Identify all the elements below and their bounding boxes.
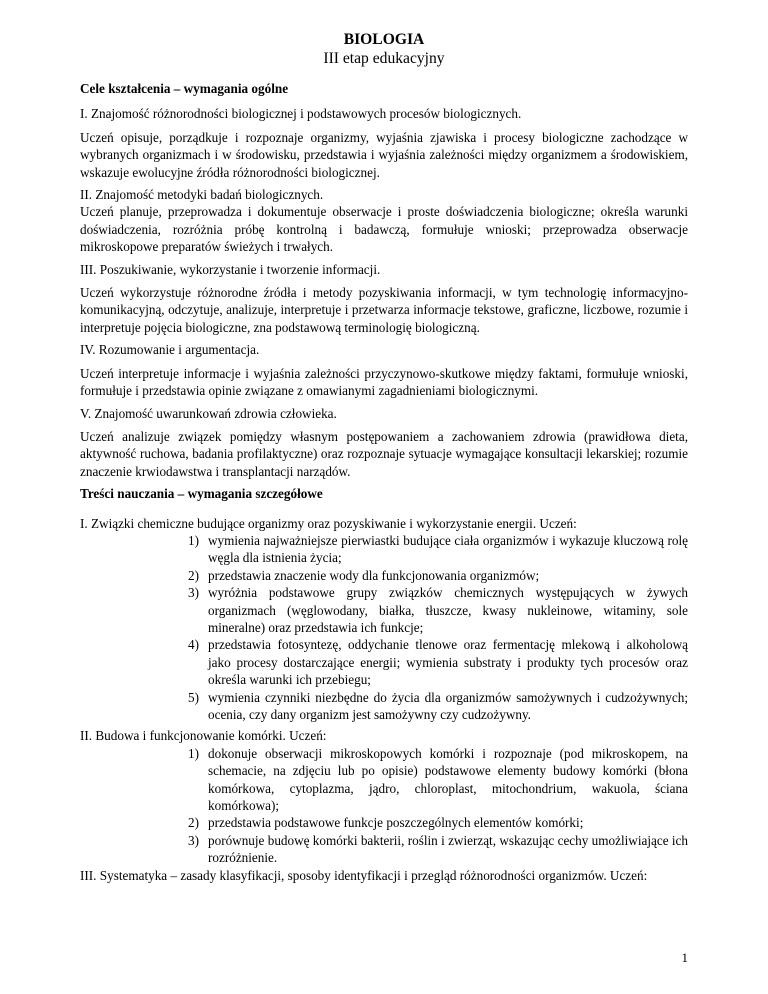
document-title: BIOLOGIA [343, 31, 425, 48]
point-text: wymienia czynniki niezbędne do życia dla organizmów samożywnych i cudzożywnych; ocenia, czy dany organizm jest samożywny czy cudzożywny. [208, 689, 688, 722]
general-item-text: Uczeń interpretuje informacje i wyjaśnia zależności przyczynowo-skutkowe między faktami, formułuje wnioski, formułuje i przedstawia opinie związane z omawianymi zagadnieniami biologicznymi. [80, 365, 688, 399]
content-point [80, 636, 688, 688]
general-item-title: II. Znajomość metodyki badań biologicznych. [80, 187, 324, 203]
point-text: wymienia najważniejsze pierwiastki budujące ciała organizmów i wykazuje kluczową rolę węgla dla istnienia życia; [208, 532, 688, 566]
point-text: wyróżnia podstawowe grupy związków chemicznych występujących w żywych organizmach (węglowodany, białka, tłuszcze, kwasy nukleinowe, witaminy, sole mineralne) oraz przedstawia ich funkcje; [208, 585, 688, 635]
point-number: 2) [188, 567, 199, 583]
point-number: 1) [188, 745, 199, 761]
document-subtitle: III etap edukacyjny [323, 50, 445, 67]
point-number: 4) [188, 637, 199, 653]
detailed-requirements-heading: Treści nauczania – wymagania szczegółowe [80, 486, 323, 502]
point-text: porównuje budowę komórki bakterii, roślin i zwierząt, wskazując cechy umożliwiające ich rozróżnienie. [208, 832, 688, 866]
content-point [80, 745, 688, 815]
content-point [80, 532, 688, 567]
content-point [80, 814, 688, 831]
point-number: 5) [188, 689, 199, 705]
general-item-title: V. Znajomość uwarunkowań zdrowia człowieka. [80, 405, 337, 421]
general-item-title: I. Znajomość różnorodności biologicznej i podstawowych procesów biologicznych. [80, 106, 522, 122]
general-item-text: Uczeń wykorzystuje różnorodne źródła i metody pozyskiwania informacji, w tym technologię informacyjno-komunikacyjną, odczytuje, analizuje, interpretuje i przetwarza informacje tekstowe, graficzne, liczbowe, rozumie i interpretuje pojęcia biologiczne, zna podstawową terminologię biologiczną. [80, 285, 688, 335]
point-number: 3) [188, 832, 199, 848]
point-text: przedstawia podstawowe funkcje poszczególnych elementów komórki; [208, 815, 584, 831]
document-page [80, 26, 688, 884]
point-text: przedstawia znaczenie wody dla funkcjonowania organizmów; [208, 567, 540, 583]
general-item-text: Uczeń opisuje, porządkuje i rozpoznaje organizmy, wyjaśnia zjawiska i procesy biologiczne zachodzące w wybranych organizmach i w środowisku, przedstawia i wyjaśnia zależności między organizmem a środowiskiem, wskazuje ewolucyjne źródła różnorodności biologicznej. [80, 129, 688, 180]
content-section-title: I. Związki chemiczne budujące organizmy oraz pozyskiwanie i wykorzystanie energii. Uczeń: [80, 515, 577, 531]
content-point [80, 689, 688, 724]
point-text: dokonuje obserwacji mikroskopowych komórki i rozpoznaje (pod mikroskopem, na schemacie, na zdjęciu lub po opisie) podstawowe elementy budowy komórki (błona komórkowa, cytoplazma, jądro, chloroplast, mitochondrium, wakuola, ściana komórkowa); [208, 745, 688, 814]
general-goals-heading: Cele kształcenia – wymagania ogólne [80, 81, 289, 96]
point-number: 1) [188, 532, 199, 548]
general-item-title: IV. Rozumowanie i argumentacja. [80, 342, 260, 358]
page-number: 1 [681, 950, 688, 965]
point-number: 3) [188, 585, 199, 601]
general-item-text: Uczeń analizuje związek pomiędzy własnym postępowaniem a zachowaniem zdrowia (prawidłowa dieta, aktywność ruchowa, badania profilaktyczne) oraz rozpoznaje sytuacje wymagające konsultacji lekarskiej; rozumie znaczenie krwiodawstwa i transplantacji narządów. [80, 428, 688, 479]
general-item-text: Uczeń planuje, przeprowadza i dokumentuje obserwacje i proste doświadczenia biologiczne; określa warunki doświadczenia, rozróżnia próbę kontrolną i badawczą, formułuje wnioski; przeprowadza obserwacje mikroskopowe preparatów świeżych i trwałych. [80, 204, 688, 255]
content-point [80, 584, 688, 636]
point-text: przedstawia fotosyntezę, oddychanie tlenowe oraz fermentację mlekową i alkoholową jako procesy dostarczające energii; wymienia substraty i produkty tych procesów oraz określa warunki ich przebiegu; [208, 637, 688, 688]
content-section-title: II. Budowa i funkcjonowanie komórki. Uczeń: [80, 728, 327, 744]
content-section-title: III. Systematyka – zasady klasyfikacji, sposoby identyfikacji i przegląd różnorodności organizmów. Uczeń: [80, 867, 648, 883]
general-item-title: III. Poszukiwanie, wykorzystanie i tworzenie informacji. [80, 261, 381, 277]
point-number: 2) [188, 815, 199, 831]
content-point [80, 832, 688, 867]
content-point [80, 567, 688, 584]
